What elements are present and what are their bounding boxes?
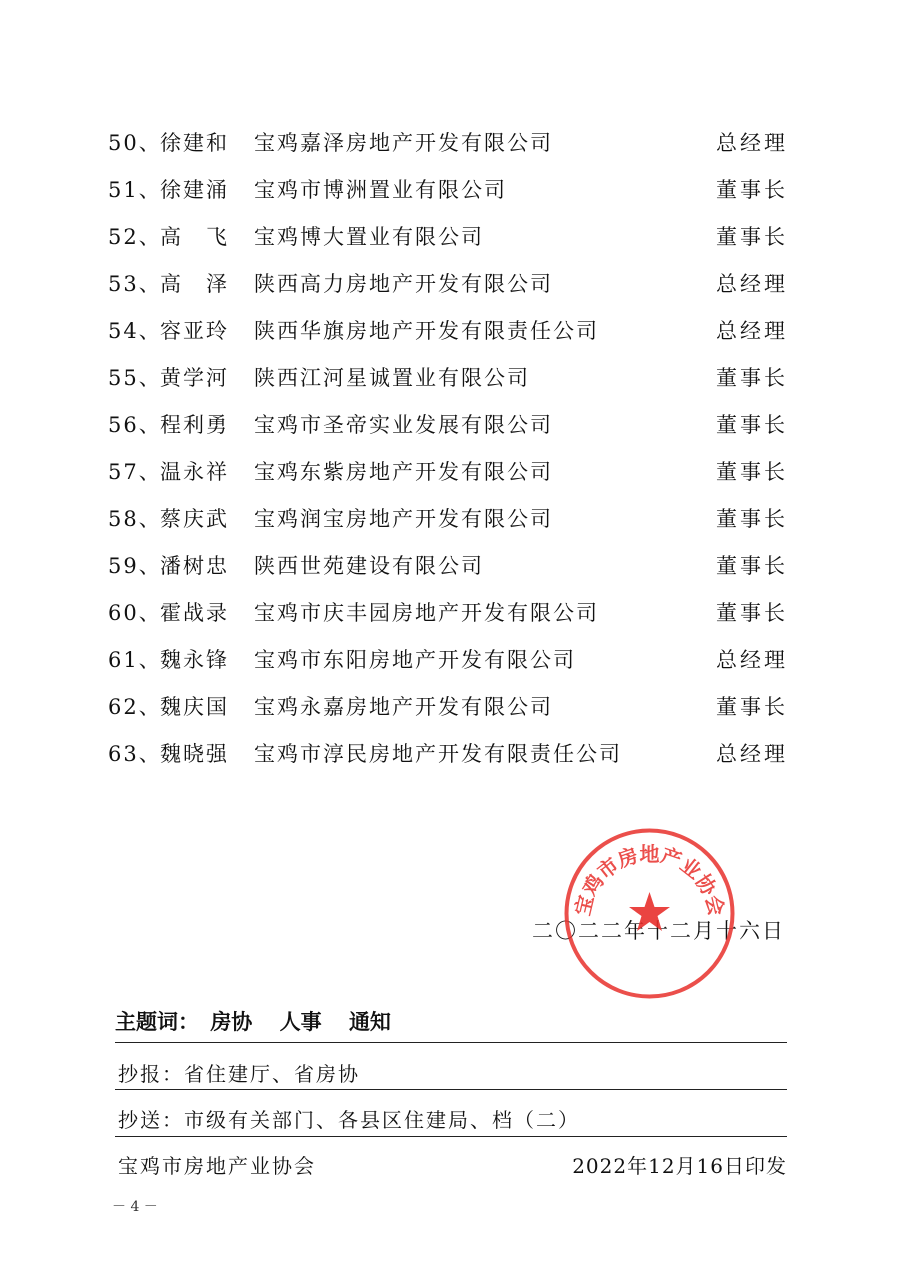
- list-item: [108, 687, 788, 727]
- job-title: 董事长: [716, 366, 788, 390]
- item-number: 60、: [108, 601, 162, 625]
- company-name: 宝鸡市东阳房地产开发有限公司: [254, 648, 576, 672]
- job-title: 董事长: [716, 413, 788, 437]
- divider: [115, 1042, 787, 1043]
- job-title: 董事长: [716, 695, 788, 719]
- company-name: 陕西高力房地产开发有限公司: [254, 272, 553, 296]
- list-item: [108, 405, 788, 445]
- company-name: 宝鸡博大置业有限公司: [254, 225, 484, 249]
- job-title: 董事长: [716, 601, 788, 625]
- document-date: 二〇二二年十二月十六日: [532, 919, 785, 943]
- item-number: 62、: [108, 695, 162, 719]
- company-name: 宝鸡润宝房地产开发有限公司: [254, 507, 553, 531]
- member-name: 高 飞: [160, 225, 229, 249]
- page-number: － 4 －: [112, 1199, 158, 1215]
- item-number: 53、: [108, 272, 162, 296]
- company-name: 陕西华旗房地产开发有限责任公司: [254, 319, 599, 343]
- company-name: 宝鸡市庆丰园房地产开发有限公司: [254, 601, 599, 625]
- list-item: [108, 358, 788, 398]
- list-item: [108, 452, 788, 492]
- item-number: 50、: [108, 131, 162, 155]
- member-name: 黄学河: [160, 366, 229, 390]
- item-number: 56、: [108, 413, 162, 437]
- member-name: 徐建和: [160, 131, 229, 155]
- list-item: [108, 499, 788, 539]
- member-name: 温永祥: [160, 460, 229, 484]
- member-name: 容亚玲: [160, 319, 229, 343]
- company-name: 陕西江河星诚置业有限公司: [254, 366, 530, 390]
- item-number: 51、: [108, 178, 162, 202]
- list-item: [108, 217, 788, 257]
- item-number: 55、: [108, 366, 162, 390]
- member-name: 高 泽: [160, 272, 229, 296]
- list-item: [108, 170, 788, 210]
- subject-keywords: [115, 1006, 411, 1036]
- subject-term: 房协: [210, 1010, 253, 1034]
- subject-term: 人事: [279, 1010, 322, 1034]
- copy-to-line: 抄送：市级有关部门、各县区住建局、档（二）: [118, 1108, 580, 1132]
- member-name: 魏永锋: [160, 648, 229, 672]
- job-title: 董事长: [716, 178, 788, 202]
- member-name: 蔡庆武: [160, 507, 229, 531]
- official-seal-stamp: [562, 826, 737, 1001]
- company-name: 宝鸡市淳民房地产开发有限责任公司: [254, 742, 622, 766]
- seal-text: 宝鸡市房地产业协会: [570, 841, 729, 918]
- job-title: 总经理: [716, 648, 788, 672]
- job-title: 总经理: [716, 319, 788, 343]
- job-title: 董事长: [716, 507, 788, 531]
- subject-term: 通知: [348, 1010, 391, 1034]
- item-number: 57、: [108, 460, 162, 484]
- list-item: [108, 546, 788, 586]
- member-name: 潘树忠: [160, 554, 229, 578]
- job-title: 董事长: [716, 554, 788, 578]
- company-name: 宝鸡市圣帝实业发展有限公司: [254, 413, 553, 437]
- member-name: 魏晓强: [160, 742, 229, 766]
- job-title: 总经理: [716, 742, 788, 766]
- company-name: 宝鸡东紫房地产开发有限公司: [254, 460, 553, 484]
- divider: [115, 1136, 787, 1137]
- list-item: [108, 593, 788, 633]
- member-name: 霍战录: [160, 601, 229, 625]
- list-item: [108, 311, 788, 351]
- seal-star-icon: [629, 892, 670, 931]
- list-item: [108, 264, 788, 304]
- subject-label: 主题词：: [115, 1010, 199, 1034]
- report-to-line: 抄报：省住建厅、省房协: [118, 1062, 360, 1086]
- member-name: 魏庆国: [160, 695, 229, 719]
- item-number: 63、: [108, 742, 162, 766]
- issuing-organization: 宝鸡市房地产业协会: [118, 1154, 316, 1178]
- item-number: 59、: [108, 554, 162, 578]
- job-title: 总经理: [716, 131, 788, 155]
- list-item: [108, 734, 788, 774]
- company-name: 宝鸡嘉泽房地产开发有限公司: [254, 131, 553, 155]
- item-number: 54、: [108, 319, 162, 343]
- job-title: 总经理: [716, 272, 788, 296]
- company-name: 宝鸡市博洲置业有限公司: [254, 178, 507, 202]
- item-number: 58、: [108, 507, 162, 531]
- list-item: [108, 123, 788, 163]
- job-title: 董事长: [716, 460, 788, 484]
- print-date: 2022年12月16日印发: [572, 1154, 787, 1178]
- item-number: 52、: [108, 225, 162, 249]
- list-item: [108, 640, 788, 680]
- job-title: 董事长: [716, 225, 788, 249]
- divider: [115, 1089, 787, 1090]
- company-name: 宝鸡永嘉房地产开发有限公司: [254, 695, 553, 719]
- item-number: 61、: [108, 648, 162, 672]
- company-name: 陕西世苑建设有限公司: [254, 554, 484, 578]
- member-name: 徐建涌: [160, 178, 229, 202]
- member-name: 程利勇: [160, 413, 229, 437]
